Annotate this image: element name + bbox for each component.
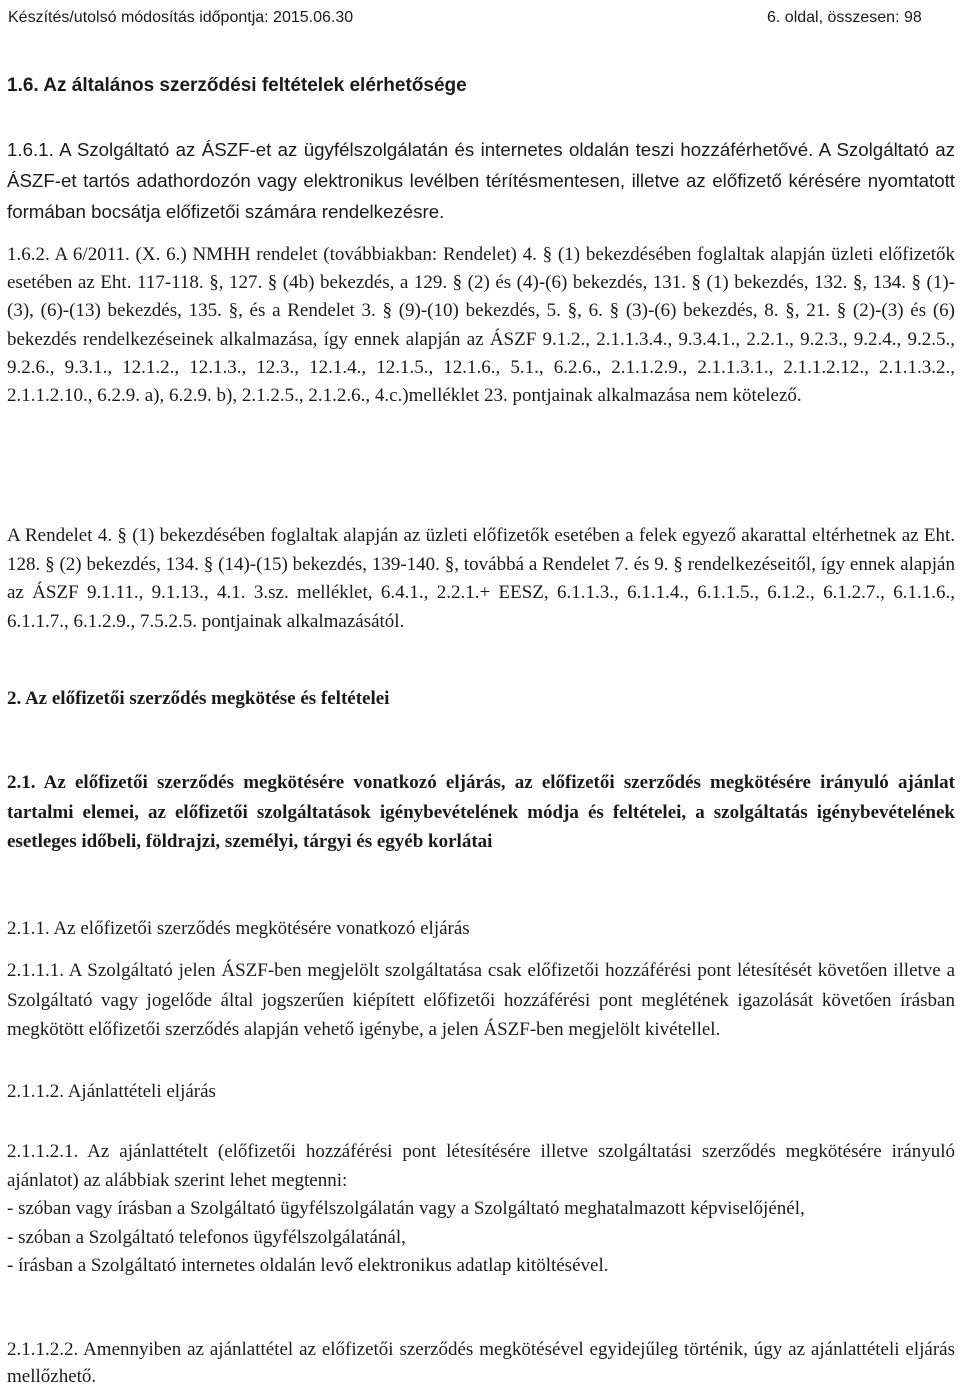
section-2-1-1-1-text: 2.1.1.1. A Szolgáltató jelen ÁSZF-ben megjelölt szolgáltatása csak előfizetői hozzáférési pont létesítését követően illetve a Szolgáltató vagy jogelőde által jogszerűen kiépített előfizetői hozzáférési pont meglétének igazolását követően írásban megkötött előfizetői szerződés alapján vehető igénybe, a jelen ÁSZF-ben megjelölt kivétellel.: [7, 960, 955, 1040]
list-item-offer-channel-web: - írásban a Szolgáltató internetes oldalán levő elektronikus adatlap kitöltésével.: [7, 1255, 609, 1277]
list-item-offer-channel-phone: - szóban a Szolgáltató telefonos ügyfélszolgálatánál,: [7, 1226, 406, 1248]
rendelet-4-paragraph: A Rendelet 4. § (1) bekezdésében foglaltak alapján az üzleti előfizetők esetében a felek egyező akarattal eltérhetnek az Eht. 128. § (2) bekezdés, 134. § (14)-(15) bekezdés, 139-140. §, továbbá a Rendelet 7. és 9. § rendelkezéseitől, így ennek alapján az ÁSZF 9.1.11., 9.1.13., 4.1. 3.sz. melléklet, 6.4.1., 2.2.1.+ EESZ, 6.1.1.3., 6.1.1.4., 6.1.1.5., 6.1.2., 6.1.2.7., 6.1.1.6., 6.1.1.7., 6.1.2.9., 7.5.2.5. pontjainak alkalmazásától.: [7, 525, 955, 632]
section-1-6-2-text: 1.6.2. A 6/2011. (X. 6.) NMHH rendelet (továbbiakban: Rendelet) 4. § (1) bekezdésében foglaltak alapján üzleti előfizetők esetében az Eht. 117-118. §, 127. § (4b) bekezdés, a 129. § (2) és (4)-(6) bekezdés, 131. § (1) bekezdés, 132. §, 134. § (1)-(3), (6)-(13) bekezdés, 135. §, és a Rendelet 3. § (9)-(10) bekezdés, 5. §, 6. § (3)-(6) bekezdés, 8. §, 21. § (2)-(3) és (6) bekezdés rendelkezéseinek alkalmazása, így ennek alapján az ÁSZF 9.1.2., 2.1.1.3.4., 9.3.4.1., 2.2.1., 9.2.3., 9.2.4., 9.2.5., 9.2.6., 9.3.1., 12.1.2., 12.1.3., 12.3., 12.1.4., 12.1.5., 12.1.6., 5.1., 6.2.6., 2.1.1.2.9., 2.1.1.3.1., 2.1.1.2.12., 2.1.1.3.2., 2.1.1.2.10., 6.2.9. a), 6.2.9. b), 2.1.2.5., 2.1.2.6., 4.c.)melléklet 23. pontjainak alkalmazása nem kötelező.: [7, 244, 955, 407]
section-2-title: 2. Az előfizetői szerződés megkötése és feltételei: [7, 688, 390, 709]
section-1-6-title: 1.6. Az általános szerződési feltételek elérhetősége: [7, 75, 467, 96]
section-2-1-1-title: 2.1.1. Az előfizetői szerződés megkötésére vonatkozó eljárás: [7, 918, 470, 939]
list-item-offer-channel-office: - szóban vagy írásban a Szolgáltató ügyfélszolgálatán vagy a Szolgáltató meghatalmazott képviselőjénél,: [7, 1198, 805, 1220]
section-2-1-1-2-2-text: 2.1.1.2.2. Amennyiben az ajánlattétel az előfizetői szerződés megkötésével egyidejűleg történik, úgy az ajánlattételi eljárás mellőzhető.: [7, 1339, 955, 1387]
header-modification-date: Készítés/utolsó módosítás időpontja: 2015.06.30: [8, 9, 354, 26]
section-2-1-1-2-1-text: 2.1.1.2.1. Az ajánlattételt (előfizetői hozzáférési pont létesítésére illetve szolgáltatási szerződés megkötésére irányuló ajánlatot) az alábbiak szerint lehet megtenni:: [7, 1141, 955, 1191]
header-page-number: 6. oldal, összesen: 98: [767, 9, 922, 26]
section-2-1-1-2-title: 2.1.1.2. Ajánlattételi eljárás: [7, 1081, 216, 1102]
section-1-6-1-text: 1.6.1. A Szolgáltató az ÁSZF-et az ügyfélszolgálatán és internetes oldalán teszi hozzáférhetővé. A Szolgáltató az ÁSZF-et tartós adathordozón vagy elektronikus levélben térítésmentesen, illetve az előfizető kérésére nyomtatott formában bocsátja előfizetői számára rendelkezésre.: [7, 139, 955, 222]
section-2-1-title: 2.1. Az előfizetői szerződés megkötésére vonatkozó eljárás, az előfizetői szerződés megkötésére irányuló ajánlat tartalmi elemei, az előfizetői szolgáltatások igénybevételének módja és feltételei, a szolgáltatás igénybevételének esetleges időbeli, földrajzi, személyi, tárgyi és egyéb korlátai: [7, 772, 955, 852]
